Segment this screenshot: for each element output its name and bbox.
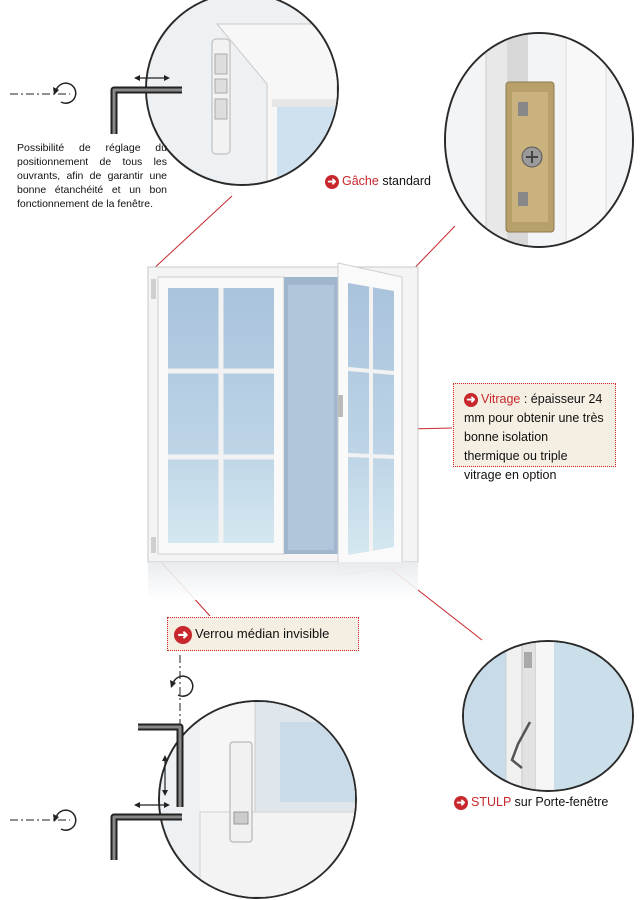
stulp-detail-illustration [464,642,632,790]
callout-gache-rest: standard [378,174,431,188]
double-arrow-icon [134,802,170,808]
gache-detail-circle [444,32,634,248]
callout-stulp-highlight: STULP [471,795,512,809]
callout-stulp-rest: sur Porte-fenêtre [511,795,609,809]
hex-key-top [10,68,200,138]
window-handle [338,395,343,417]
callout-gache [325,174,431,189]
note-adjustment: Possibilité de réglage du positionnement de tous les ouvrants, afin de garantir une bonne étanchéité et un bon fonctionnement de la fenêtre. [17,142,167,210]
callout-verrou [167,617,359,651]
arrow-right-icon: ➜ [454,796,468,810]
arrow-right-icon: ➜ [325,175,339,189]
callout-gache-highlight: Gâche [342,174,379,188]
arrow-right-icon: ➜ [174,626,192,644]
hex-key-icon [114,90,182,134]
rotation-icon [53,83,76,103]
callout-vitrage-rest: : épaisseur 24 mm pour obtenir une très bonne isolation thermique ou triple vitrage en option [464,392,604,482]
callout-stulp [454,795,608,810]
hex-key-bottom [10,655,200,900]
stulp-detail-circle [462,640,634,792]
callout-verrou-label: Verrou médian invisible [195,626,330,641]
double-arrow-icon-vertical [162,755,168,796]
hex-key-icon [138,727,180,807]
hex-key-icon [114,817,182,860]
callout-vitrage-highlight: Vitrage [481,392,521,406]
double-arrow-icon [134,75,170,81]
frame-hinge [151,279,156,299]
callout-vitrage [453,383,616,482]
gache-detail-illustration [446,34,632,246]
window-illustration [140,255,430,600]
rotation-icon [170,676,193,696]
arrow-right-icon: ➜ [464,393,478,407]
